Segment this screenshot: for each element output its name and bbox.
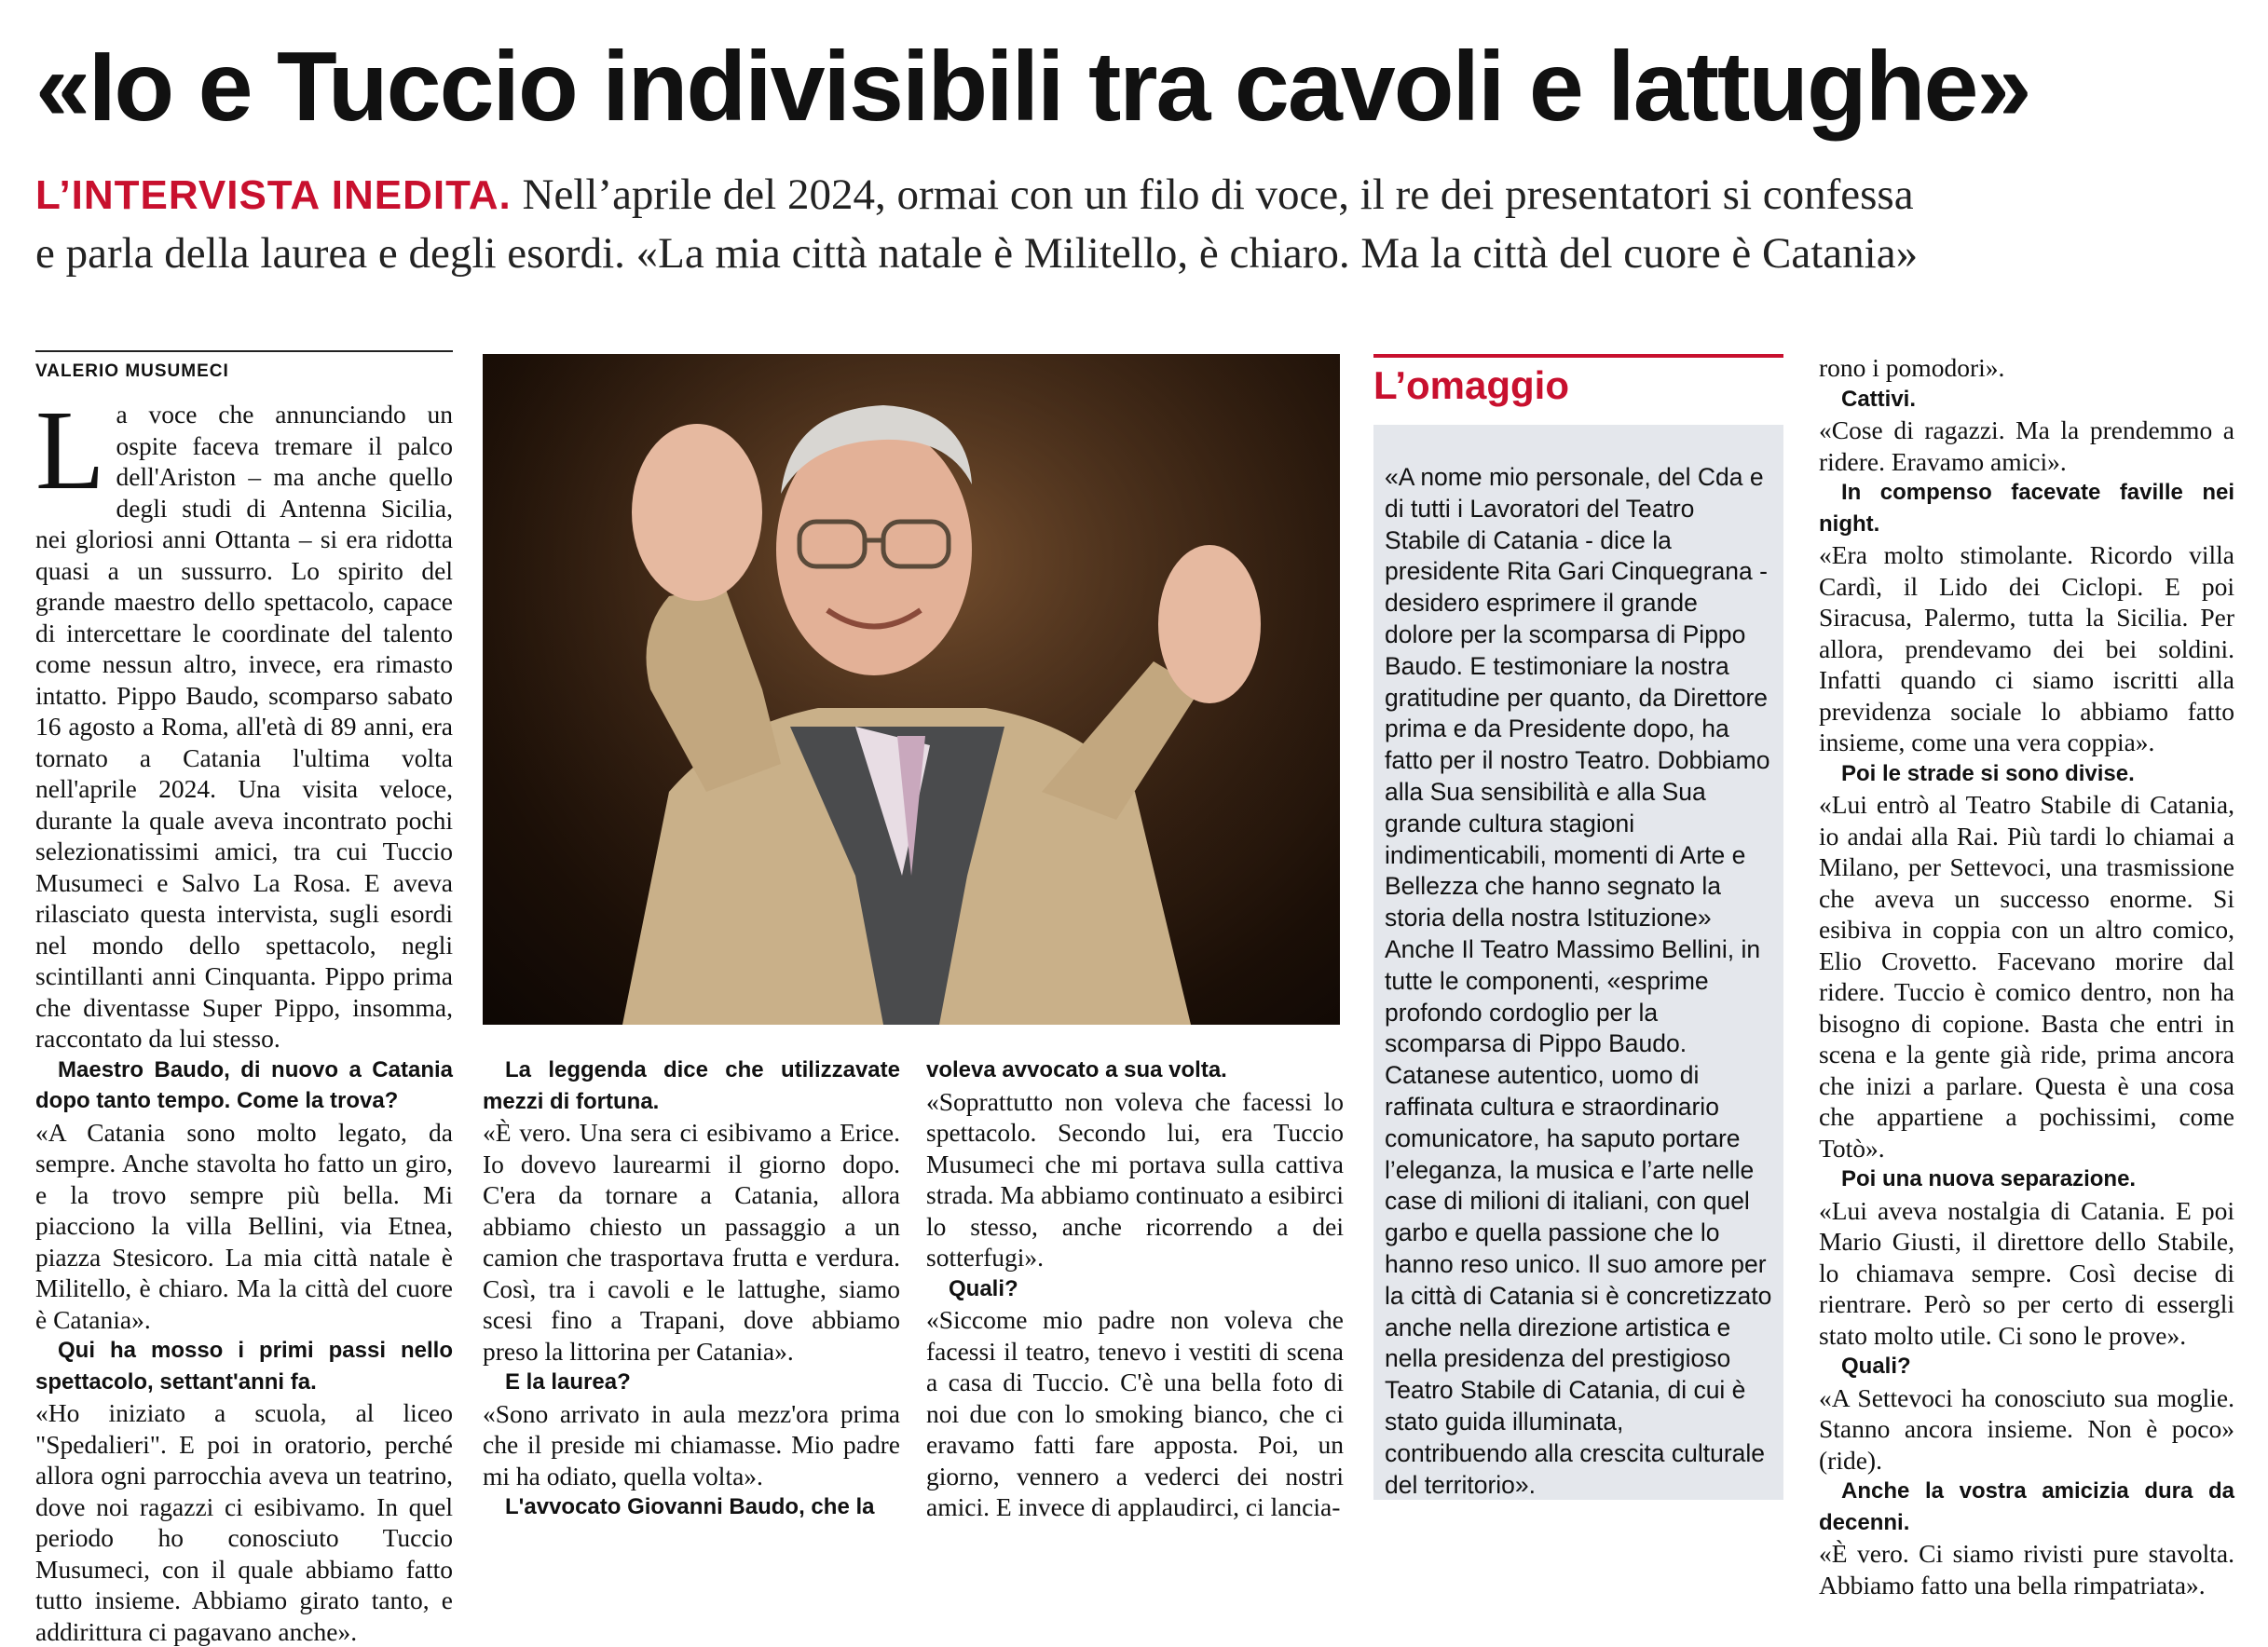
question: Qui ha mosso i primi passi nello spettacolo, settant'anni fa.: [35, 1338, 453, 1395]
article-column-3: [926, 1055, 1344, 1523]
answer: «Soprattutto non voleva che facessi lo spettacolo. Secondo lui, era Tuccio Musumeci che mi portava sulla cattiva strada. Ma abbiamo continuato a esibirci lo stesso, anche ricorrendo a dei sotterfugi».: [926, 1086, 1344, 1272]
portrait-photo-icon: [483, 354, 1340, 1025]
subheadline: [35, 166, 2244, 282]
answer: «Cose di ragazzi. Ma la prendemmo a ridere. Eravamo amici».: [1819, 415, 2234, 476]
question: Poi le strade si sono divise.: [1841, 760, 2135, 786]
answer: «Lui aveva nostalgia di Catania. E poi Mario Giusti, il direttore dello Stabile, lo chiamava sempre. Così decise di rientrare. Però so per certo di essergli stato molto utile. Ci sono le prove».: [1819, 1195, 2234, 1350]
lead-text: a voce che annunciando un ospite faceva tremare il palco dell'Ariston – ma anche quello degli studi di Antenna Sicilia, nei gloriosi anni Ottanta – si era ridotta quasi a un sussurro. Lo spirito del grande maestro dello spettacolo, capace di intercettare le coordinate del talento come nessun altro, invece, era rimasto intatto. Pippo Baudo, scomparso sabato 16 agosto a Roma, all'età di 89 anni, era tornato a Catania l'ultima volta nell'aprile 2024. Una visita veloce, durante la quale aveva incontrato pochi selezionatissimi amici, tra cui Tuccio Musumeci e Salvo La Rosa. E aveva rilasciato questa intervista, sugli esordi nel mondo dello spettacolo, negli scintillanti anni Cinquanta. Pippo prima che diventasse Super Pippo, insomma, raccontato da lui stesso.: [35, 400, 453, 1053]
article-photo: [483, 354, 1340, 1025]
question: In compenso facevate faville nei night.: [1819, 480, 2234, 537]
article-column-2: [483, 1055, 900, 1523]
byline: VALERIO MUSUMECI: [35, 361, 229, 381]
question: Quali?: [1841, 1354, 1911, 1379]
subhead-kicker: L’INTERVISTA INEDITA.: [35, 172, 512, 218]
lead-paragraph: [35, 388, 453, 1055]
sidebar-text: «A nome mio personale, del Cda e di tutti i Lavoratori del Teatro Stabile di Catania - dice la presidente Rita Gari Cinquegrana - desidero esprimere il grande dolore per la scomparsa di Pippo Baudo. E testimoniare la nostra gratitudine per quanto, da Direttore prima e da Presidente dopo, ha fatto per il nostro Teatro. Dobbiamo alla Sua sensibilità e alla Sua grande cultura stagioni indimenticabili, momenti di Arte e Bellezza che hanno segnato la storia della nostra Istituzione» Anche Il Teatro Massimo Bellini, in tutte le componenti, «esprime profondo cordoglio per la scomparsa di Pippo Baudo. Catanese autentico, uomo di raffinata cultura e straordinario comunicatore, ha saputo portare l’eleganza, la musica e l’arte nelle case di milioni di italiani, con quel garbo e quella passione che lo hanno reso unico. Il suo amore per la città di Catania si è concretizzato anche nella direzione artistica e nella presidenza del prestigioso Teatro Stabile di Catania, di cui è stato guida illuminata, contribuendo alla crescita culturale del territorio».: [1385, 463, 1772, 1499]
answer: «Siccome mio padre non voleva che facessi il teatro, tenevo i vestiti di scena a casa di Tuccio. C'è una bella foto di noi due con lo smoking bianco, che ci eravamo fatti fare apposta. Poi, un giorno, vennero a vederci dei nostri amici. E invece di applaudirci, ci lancia-: [926, 1305, 1344, 1521]
article-column-1: [35, 388, 453, 1647]
question: E la laurea?: [505, 1369, 631, 1395]
answer: «È vero. Una sera ci esibivamo a Erice. Io dovevo laurearmi il giorno dopo. C'era da tornare a Catania, allora abbiamo chiesto un passaggio a un camion che trasportava frutta e verdura. Così, tra i cavoli e le lattughe, siamo scesi fino a Trapani, dove abbiamo preso la littorina per Catania».: [483, 1118, 900, 1366]
answer: «È vero. Ci siamo rivisti pure stavolta. Abbiamo fatto una bella rimpatriata».: [1819, 1539, 2234, 1599]
sidebar-rule: [1373, 354, 1783, 358]
question-continued: voleva avvocato a sua volta.: [926, 1057, 1227, 1082]
answer: «Ho iniziato a scuola, al liceo "Spedalieri". E poi in oratorio, perché allora ogni parrocchia aveva un teatrino, dove noi ragazzi ci esibivamo. In quel periodo ho conosciuto Tuccio Musumeci, con il quale abbiamo fatto tutto insieme. Abbiamo girato tanto, e addirittura ci pagavano anche».: [35, 1398, 453, 1646]
byline-rule: [35, 350, 453, 352]
drop-cap: L: [35, 388, 105, 513]
answer: «A Settevoci ha conosciuto sua moglie. Stanno ancora insieme. Non è poco» (ride).: [1819, 1382, 2234, 1475]
sidebar-header: [1373, 354, 1783, 425]
question: Poi una nuova separazione.: [1841, 1166, 2137, 1191]
question: La leggenda dice che utilizzavate mezzi di fortuna.: [483, 1057, 900, 1114]
answer: «A Catania sono molto legato, da sempre. Anche stavolta ho fatto un giro, e la trovo sempre più bella. Mi piacciono la villa Bellini, via Etnea, piazza Stesicoro. La mia città natale è Militello, è chiaro. Ma la città del cuore è Catania».: [35, 1117, 453, 1334]
subhead-line-2: e parla della laurea e degli esordi. «La mia città natale è Militello, è chiaro. Ma la città del cuore è Catania»: [35, 229, 1919, 278]
article-column-5: [1819, 352, 2234, 1600]
answer: «Era molto stimolante. Ricordo villa Cardì, il Lido dei Ciclopi. E poi Siracusa, Palermo, tutta la Sicilia. Per allora, prendevamo dei bei soldini. Infatti quando ci siamo iscritti alla previdenza sociale lo abbiamo fatto insieme, come una vera coppia».: [1819, 540, 2234, 756]
question: Cattivi.: [1841, 386, 1917, 412]
answer: «Lui entrò al Teatro Stabile di Catania, io andai alla Rai. Più tardi lo chiamai a Milano, per Settevoci, una trasmissione che aveva un successo enorme. Si esibiva in coppia con un altro comico, Elio Crovetto. Facevano morire dal ridere. Tuccio è comico dentro, non ha bisogno di copione. Basta che entri in scena e la gente già ride, prima ancora che inizi a parlare. Questa è una cosa che appartiene a pochissimi, come Totò».: [1819, 790, 2234, 1163]
sidebar-title: L’omaggio: [1373, 363, 1569, 407]
answer-continued: rono i pomodori».: [1819, 353, 2005, 382]
question: Maestro Baudo, di nuovo a Catania dopo tanto tempo. Come la trova?: [35, 1056, 453, 1113]
question: Quali?: [949, 1275, 1018, 1301]
subhead-line-1: Nell’aprile del 2024, ormai con un filo di voce, il re dei presentatori si confessa: [511, 170, 1914, 219]
answer: «Sono arrivato in aula mezz'ora prima che il preside mi chiamasse. Mio padre mi ha odiato, quella volta».: [483, 1398, 900, 1490]
question: Anche la vostra amicizia dura da decenni.: [1819, 1478, 2234, 1535]
headline: «Io e Tuccio indivisibili tra cavoli e lattughe»: [35, 32, 2030, 142]
question: L'avvocato Giovanni Baudo, che la: [505, 1494, 875, 1519]
